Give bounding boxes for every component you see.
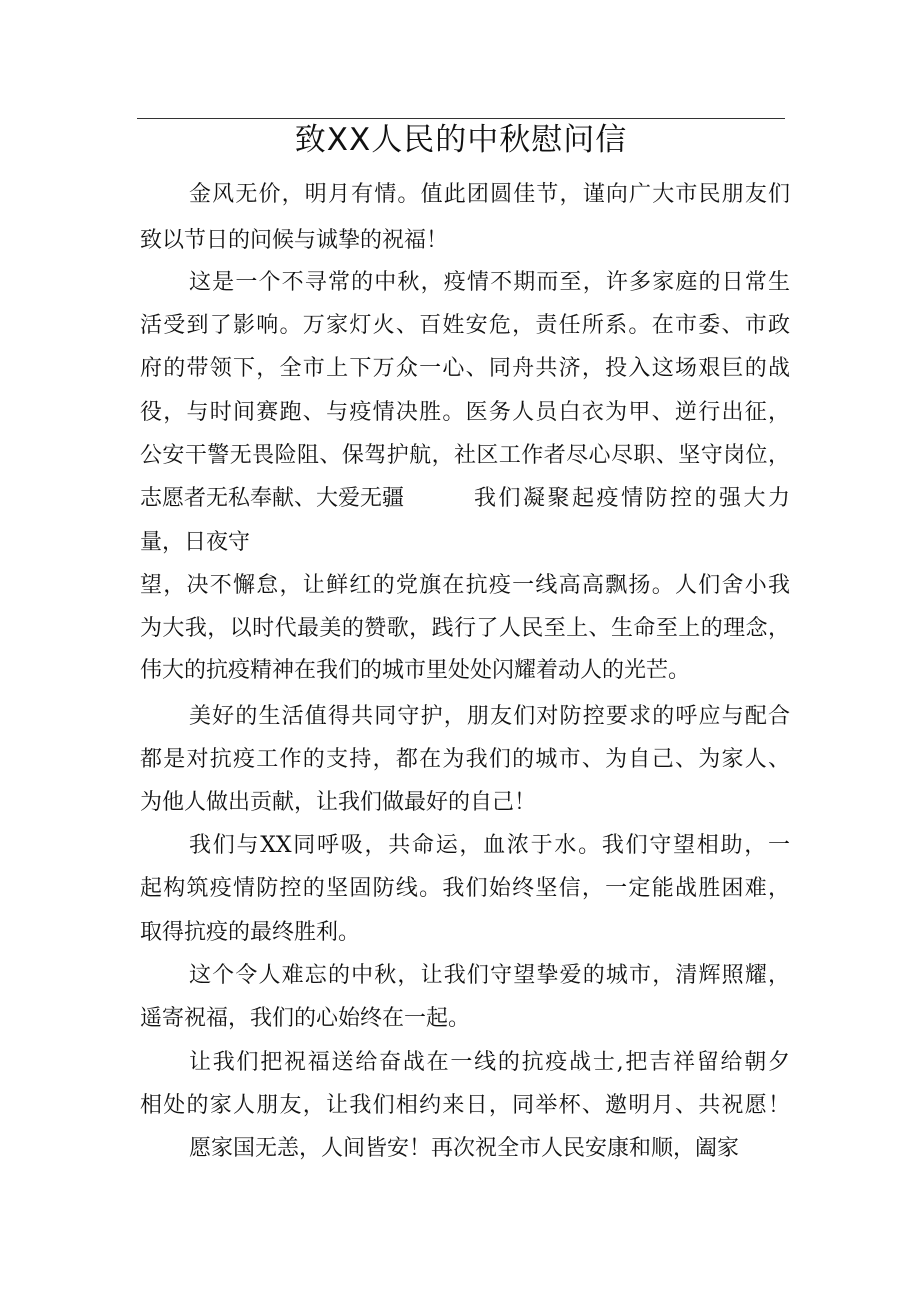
text-line: 起构筑疫情防控的坚固防线。我们始终坚信，一定能战胜困难， xyxy=(140,876,790,901)
text-line: 让我们把祝福送给奋战在一线的抗疫战士,把吉祥留给朝夕 xyxy=(189,1050,790,1075)
text-line: 遥寄祝福，我们的心始终在一起。 xyxy=(140,1006,471,1031)
text-line: 美好的生活值得共同守护，朋友们对防控要求的呼应与配合 xyxy=(189,704,790,729)
text-line: 志愿者无私奉献、大爱无疆 xyxy=(140,486,405,511)
text-line: 愿家国无恙，人间皆安！再次祝全市人民安康和顺，阖家 xyxy=(189,1136,740,1161)
text-line: 我们与XX同呼吸，共命运，血浓于水。我们守望相助，一 xyxy=(189,833,790,858)
text-line: 活受到了影响。万家灯火、百姓安危，责任所系。在市委、市政 xyxy=(140,313,790,338)
text-line: 取得抗疫的最终胜利。 xyxy=(140,920,361,945)
text-line: 我们凝聚起疫情防控的强大力 xyxy=(474,486,790,511)
text-line: 望，决不懈怠，让鲜红的党旗在抗疫一线高高飘扬。人们舍小我 xyxy=(140,573,790,598)
text-line: 公安干警无畏险阻、保驾护航，社区工作者尽心尽职、坚守岗位， xyxy=(140,443,790,468)
header-rule xyxy=(137,118,785,119)
text-line: 这个令人难忘的中秋，让我们守望挚爱的城市，清辉照耀， xyxy=(189,963,790,988)
text-line: 伟大的抗疫精神在我们的城市里处处闪耀着动人的光芒。 xyxy=(140,658,691,683)
text-line: 为大我，以时代最美的赞歌，践行了人民至上、生命至上的理念， xyxy=(140,616,790,641)
page-title: 致XX人民的中秋慰问信 xyxy=(294,122,628,158)
text-line: 这是一个不寻常的中秋，疫情不期而至，许多家庭的日常生 xyxy=(189,270,790,295)
text-line: 量，日夜守 xyxy=(140,530,251,555)
text-line: 相处的家人朋友，让我们相约来日，同举杯、邀明月、共祝愿！ xyxy=(140,1093,790,1118)
text-line: 役，与时间赛跑、与疫情决胜。医务人员白衣为甲、逆行出征， xyxy=(140,400,790,425)
text-line: 都是对抗疫工作的支持，都在为我们的城市、为自己、为家人、 xyxy=(140,747,790,772)
text-line: 金风无价，明月有情。值此团圆佳节，谨向广大市民朋友们 xyxy=(189,182,790,207)
text-line: 为他人做出贡献，让我们做最好的自己！ xyxy=(140,790,537,815)
text-line: 致以节日的问候与诚挚的祝福！ xyxy=(140,228,449,253)
text-line: 府的带领下，全市上下万众一心、同舟共济，投入这场艰巨的战 xyxy=(140,356,790,381)
